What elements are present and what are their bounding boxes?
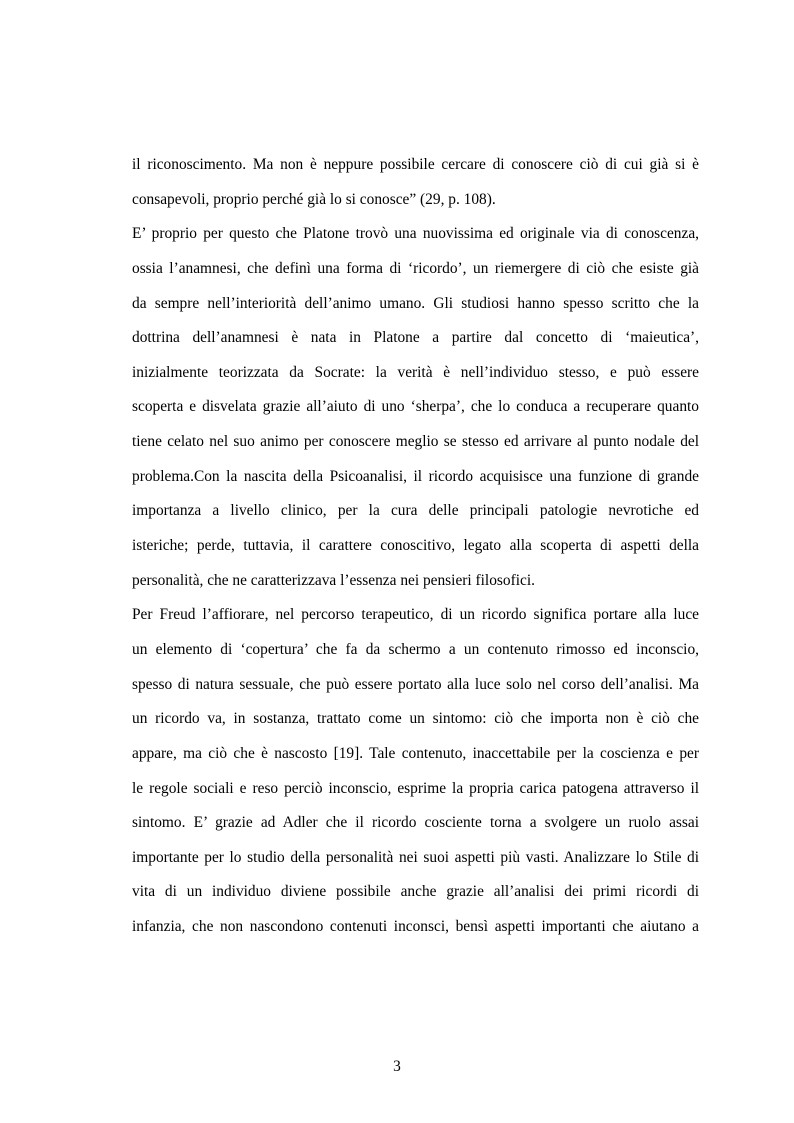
text-line: sintomo. E’ grazie ad Adler che il ricordo cosciente torna a svolgere un ruolo assai bbox=[132, 814, 699, 832]
text-line: tiene celato nel suo animo per conoscere meglio se stesso ed arrivare al punto nodale del bbox=[132, 433, 699, 451]
text-line: problema.Con la nascita della Psicoanalisi, il ricordo acquisisce una funzione di grande bbox=[132, 467, 699, 485]
text-line: spesso di natura sessuale, che può essere portato alla luce solo nel corso dell’analisi. Ma bbox=[132, 675, 699, 693]
text-line: consapevoli, proprio perché già lo si conosce” (29, p. 108). bbox=[132, 190, 496, 208]
text-line: un ricordo va, in sostanza, trattato come un sintomo: ciò che importa non è ciò che bbox=[132, 710, 699, 728]
text-line: E’ proprio per questo che Platone trovò una nuovissima ed originale via di conoscenza, bbox=[132, 225, 699, 243]
text-line: da sempre nell’interiorità dell’animo umano. Gli studiosi hanno spesso scritto che la bbox=[132, 294, 699, 312]
page-number: 3 bbox=[393, 1058, 401, 1075]
text-line: inizialmente teorizzata da Socrate: la verità è nell’individuo stesso, e può essere bbox=[132, 363, 699, 381]
text-line: ossia l’anamnesi, che definì una forma di ‘ricordo’, un riemergere di ciò che esiste già bbox=[132, 259, 699, 277]
text-line: dottrina dell’anamnesi è nata in Platone a partire dal concetto di ‘maieutica’, bbox=[132, 329, 699, 347]
text-line: Per Freud l’affiorare, nel percorso terapeutico, di un ricordo significa portare alla luce bbox=[132, 606, 699, 624]
text-line: infanzia, che non nascondono contenuti inconsci, bensì aspetti importanti che aiutano a bbox=[132, 918, 699, 936]
text-line: un elemento di ‘copertura’ che fa da schermo a un contenuto rimosso ed inconscio, bbox=[132, 640, 699, 658]
body-text bbox=[132, 148, 699, 945]
text-line: il riconoscimento. Ma non è neppure possibile cercare di conoscere ciò di cui già si è bbox=[132, 156, 699, 173]
text-line: importante per lo studio della personalità nei suoi aspetti più vasti. Analizzare lo Stile di bbox=[132, 848, 699, 866]
text-line: vita di un individuo diviene possibile anche grazie all’analisi dei primi ricordi di bbox=[132, 883, 699, 901]
text-line: importanza a livello clinico, per la cura delle principali patologie nevrotiche ed bbox=[132, 502, 699, 520]
text-line: personalità, che ne caratterizzava l’essenza nei pensieri filosofici. bbox=[132, 571, 535, 589]
text-line: isteriche; perde, tuttavia, il carattere conoscitivo, legato alla scoperta di aspetti della bbox=[132, 537, 699, 555]
text-line: appare, ma ciò che è nascosto [19]. Tale contenuto, inaccettabile per la coscienza e per bbox=[132, 744, 699, 762]
text-line: scoperta e disvelata grazie all’aiuto di uno ‘sherpa’, che lo conduca a recuperare quanto bbox=[132, 398, 699, 416]
text-line: le regole sociali e reso perciò inconscio, esprime la propria carica patogena attraverso il bbox=[132, 779, 699, 797]
